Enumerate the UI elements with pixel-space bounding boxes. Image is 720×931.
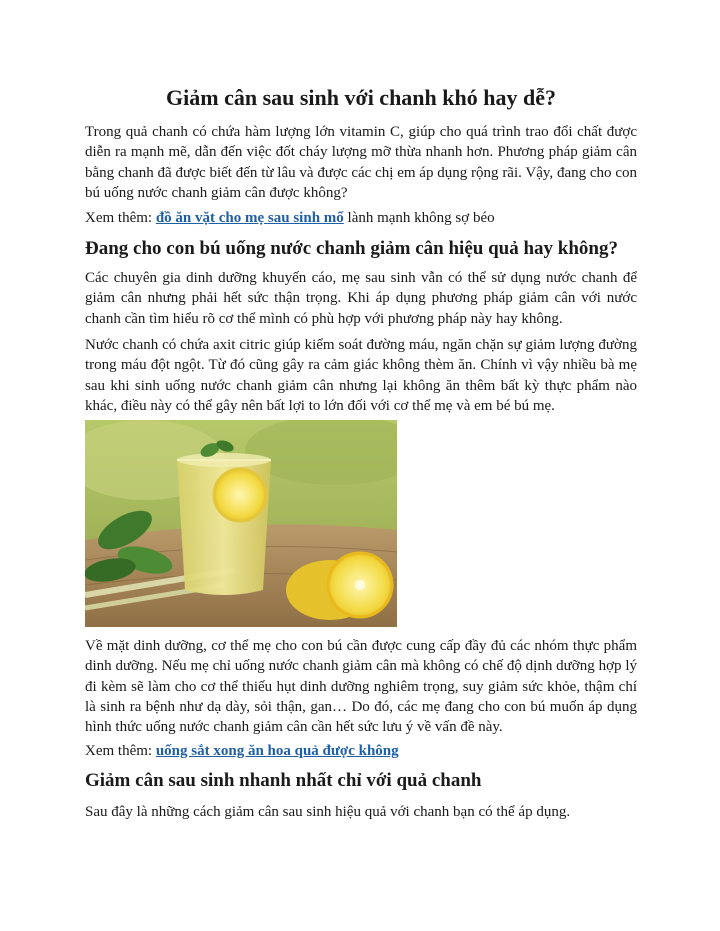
section-heading-2: Giảm cân sau sinh nhanh nhất chỉ với quả chanh	[85, 770, 482, 791]
paragraph-3: Nước chanh có chứa axit citric giúp kiểm soát đường máu, ngăn chặn sự giảm lượng đường trong máu đột ngột. Từ đó cũng gây ra cảm giác không thèm ăn. Chính vì vậy nhiều bà mẹ sau khi sinh uống nước chanh giảm cân nhưng lại không ăn thêm bất kỳ thực phẩm nào khác, điều này có thể gây nên bất lợi to lớn đối với cơ thể mẹ và em bé bú mẹ.	[85, 337, 637, 414]
para-4-block	[85, 636, 637, 737]
see-more-1-link[interactable]: đồ ăn vặt cho mẹ sau sinh mổ	[155, 210, 344, 226]
lemonade-photo	[85, 420, 397, 627]
intro-paragraph: Trong quả chanh có chứa hàm lượng lớn vitamin C, giúp cho quá trình trao đổi chất được diễn ra mạnh mẽ, dẫn đến việc đốt cháy lượng mỡ thừa nhanh hơn. Phương pháp giảm cân bằng chanh đã được biết đến từ lâu và được các chị em áp dụng rộng rãi. Vậy, đang cho con bú uống nước chanh giảm cân được không?	[85, 124, 637, 201]
see-more-1-prefix: Xem thêm:	[85, 210, 156, 226]
see-more-2-prefix: Xem thêm:	[85, 743, 156, 759]
paragraph-2: Các chuyên gia dinh dưỡng khuyến cáo, mẹ sau sinh vẫn có thể sử dụng nước chanh để giảm cân nhưng phải hết sức thận trọng. Khi áp dụng phương pháp giảm cân với nước chanh cần tìm hiểu rõ cơ thể mình có phù hợp với phương pháp này hay không.	[85, 270, 637, 327]
see-more-2	[85, 741, 637, 761]
heading-1-block	[85, 237, 637, 261]
intro-block	[85, 122, 637, 203]
page-title: Giảm cân sau sinh với chanh khó hay dễ?	[166, 85, 556, 110]
paragraph-4: Về mặt dinh dưỡng, cơ thể mẹ cho con bú cần được cung cấp đầy đủ các nhóm thực phẩm dinh dưỡng. Nếu mẹ chỉ uống nước chanh giảm cân mà không có chế độ dịnh dưỡng hợp lý đi kèm sẽ làm cho cơ thể thiếu hụt dinh dưỡng nghiêm trọng, suy giảm sức khỏe, thậm chí là sinh ra bệnh như dạ dày, sỏi thận, gan… Do đó, các mẹ đang cho con bú muốn áp dụng hình thức uống nước chanh giảm cân cần hết sức lưu ý về vấn đề này.	[85, 638, 637, 736]
para-3-block	[85, 335, 637, 416]
see-more-1-suffix: lành mạnh không sợ béo	[343, 210, 495, 226]
para-2-block	[85, 268, 637, 329]
see-more-2-link[interactable]: uống sắt xong ăn hoa quả được không	[155, 743, 399, 759]
para-5-block	[85, 802, 637, 822]
section-heading-1: Đang cho con bú uống nước chanh giảm cân hiệu quả hay không?	[85, 238, 618, 259]
paragraph-5: Sau đây là những cách giảm cân sau sinh hiệu quả với chanh bạn có thể áp dụng.	[85, 804, 571, 820]
see-more-1	[85, 208, 637, 228]
heading-2-block	[85, 769, 637, 793]
